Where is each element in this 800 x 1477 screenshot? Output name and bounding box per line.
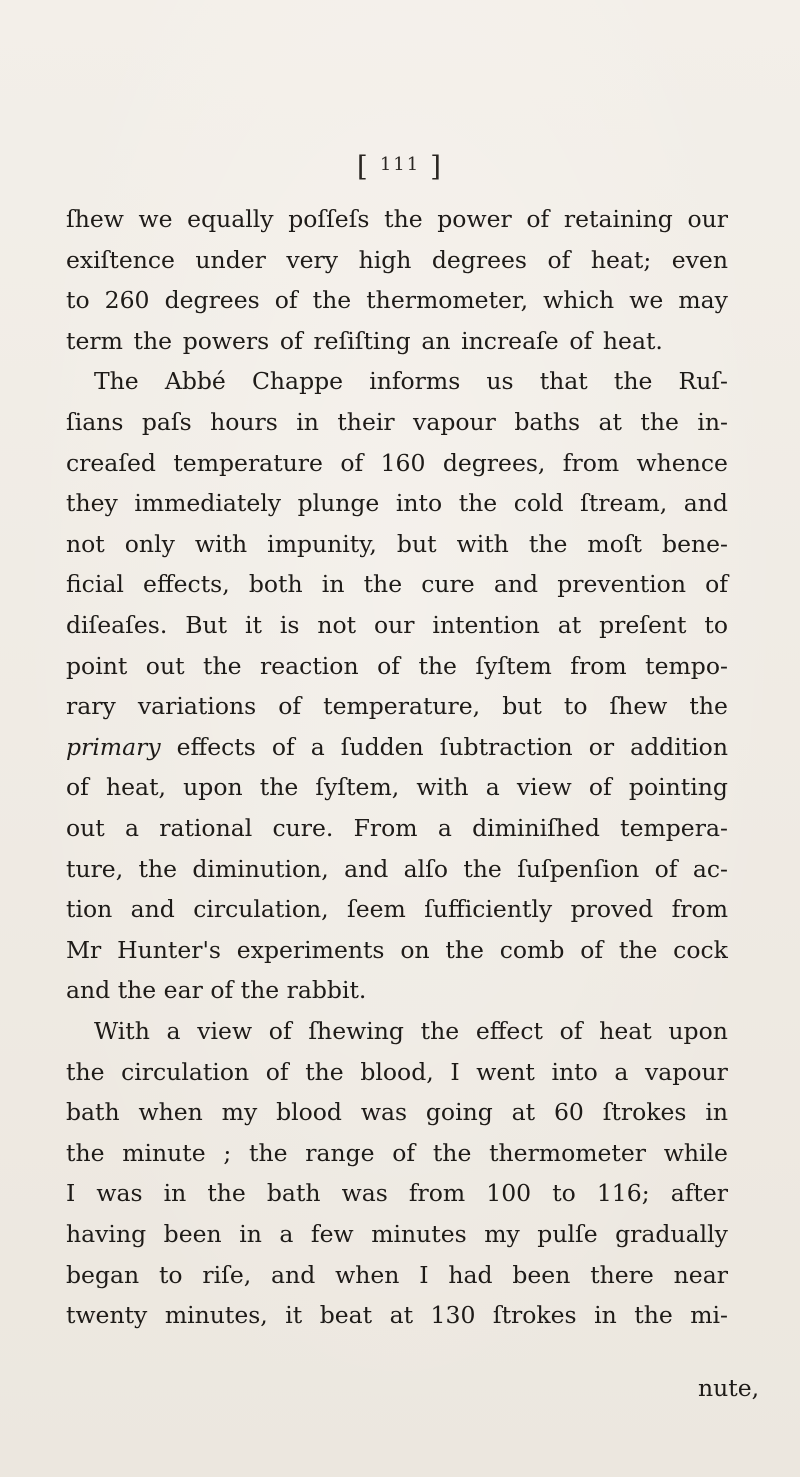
- word: with: [416, 773, 469, 802]
- word: Ruſ-: [678, 367, 728, 396]
- word: that: [539, 367, 588, 396]
- word: been: [163, 1220, 222, 1248]
- word: Chappe: [251, 367, 344, 396]
- word: even: [671, 245, 728, 274]
- word: when: [335, 1260, 400, 1289]
- word: whence: [636, 448, 728, 477]
- word: in: [239, 1220, 262, 1248]
- word: informs: [369, 367, 461, 396]
- word: an: [421, 326, 451, 355]
- word: plunge: [297, 489, 380, 518]
- word: pointing: [628, 773, 728, 802]
- word: of: [340, 448, 364, 477]
- word: ſians: [66, 408, 124, 436]
- word: may: [678, 286, 728, 315]
- word: when: [138, 1098, 203, 1127]
- word: mi-: [690, 1301, 728, 1330]
- word: while: [663, 1138, 728, 1167]
- word: The: [94, 367, 139, 396]
- word: few: [310, 1220, 354, 1248]
- word: the: [207, 1179, 246, 1208]
- page-header: [0, 150, 800, 183]
- word: of: [278, 692, 302, 721]
- word: tempo-: [645, 651, 728, 680]
- word: prevention: [557, 570, 686, 599]
- word: very: [286, 245, 339, 274]
- word: in-: [697, 408, 728, 436]
- catchword: nute,: [698, 1374, 760, 1402]
- text-line: [66, 930, 728, 970]
- word: only: [124, 529, 175, 558]
- text-line: [66, 727, 728, 767]
- word: effects: [176, 732, 256, 761]
- word: I: [450, 1057, 460, 1086]
- word: the: [363, 570, 403, 599]
- text-line: [66, 1214, 728, 1254]
- word: of: [580, 935, 604, 964]
- word: in: [163, 1179, 187, 1208]
- word: ficial: [66, 570, 124, 599]
- text-line: [66, 1295, 728, 1335]
- word: to: [563, 692, 588, 721]
- word: equally: [187, 205, 274, 233]
- word: 130: [430, 1301, 476, 1330]
- word: in: [321, 570, 345, 599]
- word: at: [511, 1098, 536, 1127]
- word: poſſeſs: [288, 205, 370, 233]
- word: ac-: [692, 854, 728, 883]
- word: the: [613, 367, 653, 396]
- word: to: [704, 611, 728, 639]
- word: creaſed: [66, 448, 156, 477]
- word: began: [66, 1260, 140, 1289]
- word: baths: [514, 408, 581, 436]
- text-line: [66, 970, 728, 1010]
- word: having: [66, 1220, 147, 1248]
- text-line: [94, 361, 728, 401]
- text-line: [66, 1133, 728, 1173]
- text-line: [66, 849, 728, 889]
- word: 260: [104, 286, 150, 315]
- word: it: [244, 611, 262, 639]
- word: but: [396, 529, 437, 558]
- word: From: [353, 814, 418, 842]
- word: ſubtraction: [439, 732, 573, 761]
- text-line: [66, 483, 728, 523]
- word: circulation,: [193, 895, 329, 924]
- text-line: [66, 1173, 728, 1213]
- word: our: [687, 205, 728, 233]
- word: they: [66, 489, 118, 518]
- word: paſs: [141, 408, 192, 436]
- header-right-bracket: ]: [430, 150, 444, 183]
- word: near: [673, 1260, 728, 1289]
- word: high: [358, 245, 412, 274]
- word: and: [683, 489, 728, 518]
- word: I: [66, 1179, 76, 1208]
- word: Mr: [66, 935, 102, 964]
- word: degrees: [431, 245, 527, 274]
- word: into: [395, 489, 443, 518]
- word: tempera-: [620, 814, 728, 842]
- word: was: [341, 1179, 388, 1208]
- word: been: [512, 1260, 571, 1289]
- word: I: [419, 1260, 429, 1289]
- word: upon: [183, 773, 243, 802]
- word: of: [210, 976, 234, 1005]
- word: bath: [66, 1098, 120, 1127]
- word: intention: [432, 611, 540, 639]
- word: a: [437, 814, 452, 842]
- word: diſeaſes.: [66, 611, 168, 639]
- word: minutes: [371, 1220, 467, 1248]
- word: cock: [673, 935, 728, 964]
- text-line: [66, 646, 728, 686]
- word: heat: [599, 1017, 652, 1045]
- word: and: [344, 854, 389, 883]
- word: reſiſting: [313, 326, 411, 355]
- text-line: [66, 605, 728, 645]
- text-line: [66, 240, 728, 280]
- word: preſent: [599, 611, 687, 639]
- word: in: [296, 408, 319, 436]
- word: of: [268, 1017, 292, 1045]
- word: the: [249, 1138, 288, 1167]
- word: moſt: [587, 529, 642, 558]
- word: thermometer: [489, 1138, 647, 1167]
- word: of: [559, 1017, 583, 1045]
- word: reaction: [260, 651, 359, 680]
- word: bene-: [662, 529, 728, 558]
- word: 116;: [596, 1179, 650, 1208]
- word: 60: [553, 1098, 584, 1127]
- word: increaſe: [461, 326, 559, 355]
- word: term: [66, 326, 123, 355]
- word: proved: [570, 895, 654, 924]
- word: with: [194, 529, 248, 558]
- word: the: [259, 773, 299, 802]
- word: went: [476, 1057, 535, 1086]
- word: was: [96, 1179, 143, 1208]
- word: upon: [668, 1017, 728, 1045]
- word: effect: [475, 1017, 543, 1045]
- word: retaining: [563, 205, 673, 233]
- word: ture,: [66, 854, 124, 883]
- word: With: [94, 1017, 150, 1045]
- word: 100: [486, 1179, 532, 1208]
- word: degrees,: [442, 448, 546, 477]
- word: the: [618, 935, 658, 964]
- word: the: [305, 1057, 344, 1086]
- word: primary: [66, 732, 161, 761]
- word: diminution,: [192, 854, 329, 883]
- word: diminiſhed: [472, 814, 600, 842]
- word: had: [448, 1260, 493, 1289]
- word: vapour: [645, 1057, 728, 1086]
- word: or: [588, 732, 615, 761]
- word: ſtream,: [580, 489, 668, 518]
- text-line: [66, 1092, 728, 1132]
- word: in: [705, 1098, 728, 1127]
- word: ſtrokes: [602, 1098, 687, 1127]
- word: of: [271, 732, 295, 761]
- word: point: [66, 651, 128, 680]
- word: the: [133, 326, 173, 355]
- word: there: [590, 1260, 654, 1289]
- word: at: [598, 408, 622, 436]
- word: immediately: [134, 489, 282, 518]
- word: it: [285, 1301, 303, 1330]
- text-line: [66, 280, 728, 320]
- word: not: [317, 611, 357, 639]
- word: rary: [66, 692, 116, 721]
- word: a: [124, 814, 139, 842]
- word: at: [557, 611, 582, 639]
- word: and: [66, 976, 111, 1005]
- word: the: [138, 854, 178, 883]
- word: of: [279, 326, 303, 355]
- word: of: [526, 205, 550, 233]
- word: to: [552, 1179, 576, 1208]
- word: ;: [223, 1138, 232, 1167]
- word: and: [271, 1260, 316, 1289]
- word: powers: [182, 326, 270, 355]
- word: of: [274, 286, 298, 315]
- word: beat: [319, 1301, 373, 1330]
- word: thermometer,: [366, 286, 529, 315]
- word: of: [66, 773, 89, 802]
- text-line: [66, 767, 728, 807]
- text-line: [66, 321, 663, 361]
- word: ear: [163, 976, 203, 1005]
- word: of: [705, 570, 728, 599]
- word: the: [432, 1138, 472, 1167]
- word: with: [456, 529, 509, 558]
- word: and: [493, 570, 539, 599]
- word: circulation: [121, 1057, 250, 1086]
- word: the: [458, 489, 498, 518]
- header-left-bracket: [: [356, 150, 370, 183]
- word: we: [629, 286, 664, 315]
- text-line: [66, 443, 728, 483]
- word: cure.: [272, 814, 334, 842]
- text-line: [66, 564, 728, 604]
- word: impunity,: [267, 529, 377, 558]
- word: their: [337, 408, 395, 436]
- word: of: [588, 773, 612, 802]
- word: the: [117, 976, 157, 1005]
- word: the: [312, 286, 352, 315]
- word: a: [279, 1220, 294, 1248]
- word: on: [400, 935, 430, 964]
- word: rabbit.: [286, 976, 367, 1005]
- word: degrees: [164, 286, 260, 315]
- word: the: [445, 935, 484, 964]
- text-line: [94, 1011, 728, 1051]
- word: bath: [266, 1179, 321, 1208]
- text-line: [66, 1052, 728, 1092]
- word: not: [66, 529, 105, 558]
- word: of: [392, 1138, 416, 1167]
- word: temperature,: [323, 692, 481, 721]
- word: into: [551, 1057, 598, 1086]
- word: the: [203, 651, 242, 680]
- word: ſuſpenſion: [517, 854, 640, 883]
- word: to: [66, 286, 90, 315]
- word: heat.: [602, 326, 663, 355]
- word: ſyſtem: [475, 651, 552, 680]
- word: the: [420, 1017, 460, 1045]
- word: 160: [380, 448, 426, 477]
- word: a: [166, 1017, 181, 1045]
- word: at: [389, 1301, 414, 1330]
- word: under: [195, 245, 266, 274]
- text-line: [66, 402, 728, 442]
- word: range: [305, 1138, 375, 1167]
- word: our: [373, 611, 415, 639]
- text-line: [66, 889, 728, 929]
- word: riſe,: [202, 1260, 252, 1289]
- word: power: [437, 205, 512, 233]
- page-number: 111: [379, 154, 421, 175]
- word: the: [528, 529, 568, 558]
- word: of: [569, 326, 593, 355]
- word: of: [654, 854, 678, 883]
- word: exiſtence: [66, 245, 175, 274]
- word: is: [279, 611, 300, 639]
- word: view: [516, 773, 572, 802]
- word: the: [634, 1301, 673, 1330]
- word: rational: [159, 814, 253, 842]
- word: a: [310, 732, 325, 761]
- word: from: [570, 651, 627, 680]
- word: going: [425, 1098, 493, 1127]
- word: effects,: [143, 570, 230, 599]
- word: the: [66, 1138, 105, 1167]
- word: ſtrokes: [492, 1301, 577, 1330]
- word: view: [197, 1017, 253, 1045]
- word: but: [502, 692, 542, 721]
- word: out: [66, 814, 105, 842]
- word: we: [138, 205, 173, 233]
- word: blood,: [360, 1057, 434, 1086]
- word: of: [265, 1057, 289, 1086]
- text-line: [66, 199, 728, 239]
- text-line: [66, 808, 728, 848]
- word: of: [547, 245, 571, 274]
- word: comb: [499, 935, 565, 964]
- word: ſhewing: [308, 1017, 404, 1045]
- word: cure: [421, 570, 475, 599]
- word: the: [66, 1057, 105, 1086]
- text-line: [66, 1255, 728, 1295]
- text-line: [66, 686, 728, 726]
- word: minutes,: [164, 1301, 268, 1330]
- word: tion: [66, 895, 113, 924]
- word: from: [408, 1179, 466, 1208]
- word: to: [158, 1260, 183, 1289]
- word: variations: [137, 692, 257, 721]
- word: the: [240, 976, 280, 1005]
- word: Abbé: [164, 367, 226, 396]
- word: and: [130, 895, 175, 924]
- word: my: [221, 1098, 258, 1127]
- word: alſo: [403, 854, 448, 883]
- word: the: [418, 651, 457, 680]
- word: ſeem: [347, 895, 406, 924]
- word: gradually: [615, 1220, 728, 1248]
- word: hours: [210, 408, 278, 436]
- word: from: [671, 895, 728, 924]
- word: the: [640, 408, 679, 436]
- word: from: [562, 448, 620, 477]
- word: a: [614, 1057, 629, 1086]
- word: vapour: [413, 408, 496, 436]
- word: my: [484, 1220, 520, 1248]
- word: ſhew: [609, 692, 668, 721]
- word: which: [543, 286, 615, 315]
- word: cold: [513, 489, 564, 518]
- word: in: [594, 1301, 617, 1330]
- word: ſufficiently: [424, 895, 553, 924]
- word: the: [463, 854, 502, 883]
- word: heat;: [590, 245, 652, 274]
- word: minute: [122, 1138, 206, 1167]
- word: addition: [630, 732, 728, 761]
- word: experiments: [236, 935, 385, 964]
- word: the: [689, 692, 728, 721]
- word: temperature: [173, 448, 323, 477]
- word: after: [670, 1179, 728, 1208]
- word: twenty: [66, 1301, 148, 1330]
- word: ſyſtem,: [315, 773, 400, 802]
- text-line: [66, 524, 728, 564]
- word: us: [486, 367, 514, 396]
- word: of: [377, 651, 400, 680]
- word: out: [145, 651, 185, 680]
- word: a: [485, 773, 500, 802]
- word: both: [248, 570, 303, 599]
- word: ſudden: [340, 732, 424, 761]
- word: pulſe: [537, 1220, 598, 1248]
- word: the: [384, 205, 423, 233]
- word: blood: [276, 1098, 342, 1127]
- word: was: [360, 1098, 408, 1127]
- word: ſhew: [66, 205, 124, 233]
- word: Hunter's: [117, 935, 221, 964]
- word: heat,: [106, 773, 166, 802]
- word: But: [185, 611, 228, 639]
